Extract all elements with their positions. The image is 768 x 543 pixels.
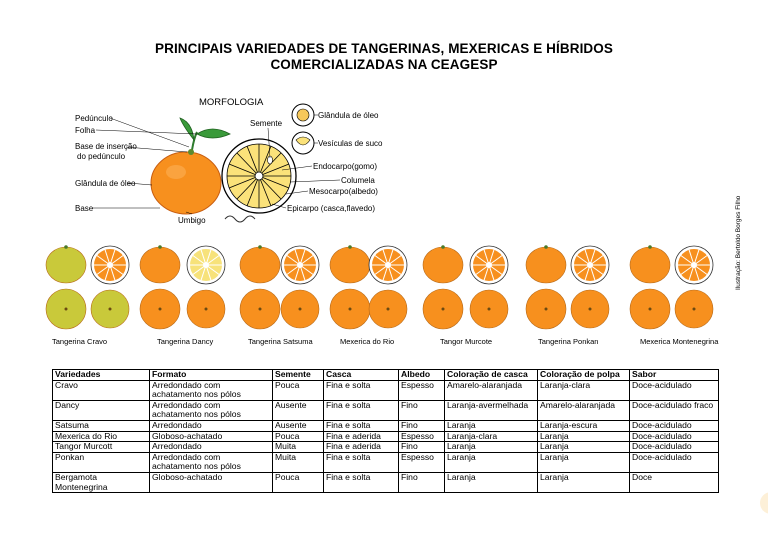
cell-pulp-color: Laranja [538, 472, 630, 492]
navel-icon [387, 308, 390, 311]
cell-peel-color: Laranja [445, 420, 538, 431]
cell-pulp-color: Laranja [538, 452, 630, 472]
page-title-line2: COMERCIALIZADAS NA CEAGESP [270, 57, 498, 72]
whole-fruit-icon [330, 247, 370, 283]
morphology-diagram [0, 0, 768, 240]
navel-icon [488, 308, 491, 311]
whole-fruit-icon [526, 247, 566, 283]
table-header-row [53, 370, 719, 381]
navel-icon [159, 308, 162, 311]
cell-shape: Globoso-achatado [150, 431, 273, 442]
cell-peel-color: Amarelo-alaranjada [445, 380, 538, 400]
navel-icon [65, 308, 68, 311]
cell-flavor: Doce [630, 472, 719, 492]
cell-flavor: Doce-acidulado [630, 380, 719, 400]
variety-name-ponkan: Tangerina Ponkan [538, 337, 599, 346]
cell-pulp-color: Laranja [538, 442, 630, 453]
cell-variety: Mexerica do Rio [53, 431, 150, 442]
label-insertion-base-1: Base de inserção [75, 142, 137, 151]
stem-icon [441, 245, 445, 249]
cell-peel: Fina e aderida [324, 442, 399, 453]
cell-flavor: Doce-acidulado [630, 442, 719, 453]
label-columella: Columela [341, 176, 375, 185]
navel-icon [649, 308, 652, 311]
whole-fruit-icon [240, 247, 280, 283]
col-header-peel-color: Coloração de casca [445, 370, 538, 381]
cell-albedo: Espesso [399, 452, 445, 472]
cell-pulp-color: Laranja [538, 431, 630, 442]
navel-icon [442, 308, 445, 311]
stem-icon [648, 245, 652, 249]
cell-albedo: Fino [399, 420, 445, 431]
label-peduncle: Pedúnculo [75, 114, 113, 123]
cell-pulp-color: Laranja-clara [538, 380, 630, 400]
navel-icon [349, 308, 352, 311]
variety-name-dancy: Tangerina Dancy [157, 337, 214, 346]
table-row [53, 431, 719, 442]
illustration-credit: Ilustração: Bertoldo Borges Filho [735, 195, 742, 290]
page-title-line1: PRINCIPAIS VARIEDADES DE TANGERINAS, MEXERICAS E HÍBRIDOS [154, 41, 613, 56]
columella-icon [587, 262, 593, 268]
navel-icon [205, 308, 208, 311]
cell-peel: Fina e solta [324, 400, 399, 420]
cell-seed: Ausente [273, 400, 324, 420]
label-insertion-base-2: do pedúnculo [77, 152, 126, 161]
cell-variety: Ponkan [53, 452, 150, 472]
navel-icon [109, 308, 112, 311]
navel-icon [299, 308, 302, 311]
fruit-cross-section-icon [222, 139, 296, 213]
col-header-flavor: Sabor [630, 370, 719, 381]
cell-peel-color: Laranja-clara [445, 431, 538, 442]
label-endocarp: Endocarpo(gomo) [313, 162, 378, 171]
cell-albedo: Fino [399, 472, 445, 492]
varieties-table [52, 369, 719, 493]
varieties-illustration-strip [0, 240, 768, 340]
cell-seed: Pouca [273, 472, 324, 492]
cell-albedo: Espesso [399, 431, 445, 442]
cell-peel: Fina e solta [324, 452, 399, 472]
navel-icon [259, 308, 262, 311]
col-header-seed: Semente [273, 370, 324, 381]
variety-name-satsuma: Tangerina Satsuma [248, 337, 313, 346]
cell-seed: Muita [273, 442, 324, 453]
label-oil-gland-left: Glândula de óleo [75, 179, 136, 188]
decorative-circle [760, 492, 768, 514]
table-row [53, 400, 719, 420]
col-header-pulp-color: Coloração de polpa [538, 370, 630, 381]
columella-icon [691, 262, 697, 268]
label-oil-gland-right: Glândula de óleo [318, 111, 379, 120]
cell-peel: Fina e solta [324, 420, 399, 431]
columella-icon [486, 262, 492, 268]
cell-variety: Satsuma [53, 420, 150, 431]
label-base: Base [75, 204, 94, 213]
cell-flavor: Doce-acidulado fraco [630, 400, 719, 420]
navel-icon [693, 308, 696, 311]
cell-albedo: Fino [399, 442, 445, 453]
columella-icon [107, 262, 113, 268]
variety-name-montenegrina: Mexerica Montenegrina [640, 337, 719, 346]
cell-peel-color: Laranja [445, 472, 538, 492]
cell-albedo: Fino [399, 400, 445, 420]
label-navel: Umbigo [178, 216, 206, 225]
cell-seed: Muita [273, 452, 324, 472]
label-seed: Semente [250, 119, 283, 128]
cell-peel-color: Laranja-avermelhada [445, 400, 538, 420]
variety-name-cravo: Tangerina Cravo [52, 337, 108, 346]
table-row [53, 420, 719, 431]
morphology-heading: MORFOLOGIA [199, 97, 264, 108]
cell-flavor: Doce-acidulado [630, 431, 719, 442]
table-row [53, 380, 719, 400]
col-header-peel: Casca [324, 370, 399, 381]
stem-icon [544, 245, 548, 249]
cell-variety: Tangor Murcott [53, 442, 150, 453]
whole-fruit-icon [423, 247, 463, 283]
cell-variety: Dancy [53, 400, 150, 420]
cell-flavor: Doce-acidulado [630, 452, 719, 472]
col-header-albedo: Albedo [399, 370, 445, 381]
cell-peel-color: Laranja [445, 452, 538, 472]
col-header-variety: Variedades [53, 370, 150, 381]
stem-icon [158, 245, 162, 249]
navel-icon [545, 308, 548, 311]
cell-peel-color: Laranja [445, 442, 538, 453]
cell-variety: Bergamota Montenegrina [53, 472, 150, 492]
cell-albedo: Espesso [399, 380, 445, 400]
whole-fruit-icon [151, 152, 221, 214]
variety-name-murcote: Tangor Murcote [440, 337, 493, 346]
cell-flavor: Doce-acidulado [630, 420, 719, 431]
columella-icon [297, 262, 303, 268]
cell-peel: Fina e solta [324, 472, 399, 492]
stem-icon [348, 245, 352, 249]
col-header-shape: Formato [150, 370, 273, 381]
cell-shape: Arredondado com achatamento nos pólos [150, 400, 273, 420]
stem-icon [64, 245, 68, 249]
leaf-icon [197, 129, 230, 138]
navel-icon [589, 308, 592, 311]
variety-name-mexerica-rio: Mexerica do Rio [340, 337, 395, 346]
cell-peel: Fina e aderida [324, 431, 399, 442]
columella-icon [385, 262, 391, 268]
label-leaf: Folha [75, 126, 96, 135]
cell-shape: Globoso-achatado [150, 472, 273, 492]
stem-icon [258, 245, 262, 249]
cell-shape: Arredondado [150, 442, 273, 453]
label-juice-vesicles: Vesículas de suco [318, 139, 383, 148]
cell-seed: Ausente [273, 420, 324, 431]
cell-peel: Fina e solta [324, 380, 399, 400]
whole-fruit-icon [46, 247, 86, 283]
columella-icon [203, 262, 209, 268]
table-row [53, 442, 719, 453]
whole-fruit-icon [630, 247, 670, 283]
cell-pulp-color: Amarelo-alaranjada [538, 400, 630, 420]
cell-variety: Cravo [53, 380, 150, 400]
cell-shape: Arredondado com achatamento nos pólos [150, 452, 273, 472]
label-mesocarp: Mesocarpo(albedo) [309, 187, 378, 196]
cell-pulp-color: Laranja-escura [538, 420, 630, 431]
cell-shape: Arredondado com achatamento nos pólos [150, 380, 273, 400]
table-row [53, 472, 719, 492]
whole-fruit-icon [140, 247, 180, 283]
table-row [53, 452, 719, 472]
cell-seed: Pouca [273, 380, 324, 400]
cell-shape: Arredondado [150, 420, 273, 431]
label-epicarp: Epicarpo (casca,flavedo) [287, 204, 376, 213]
cell-seed: Pouca [273, 431, 324, 442]
